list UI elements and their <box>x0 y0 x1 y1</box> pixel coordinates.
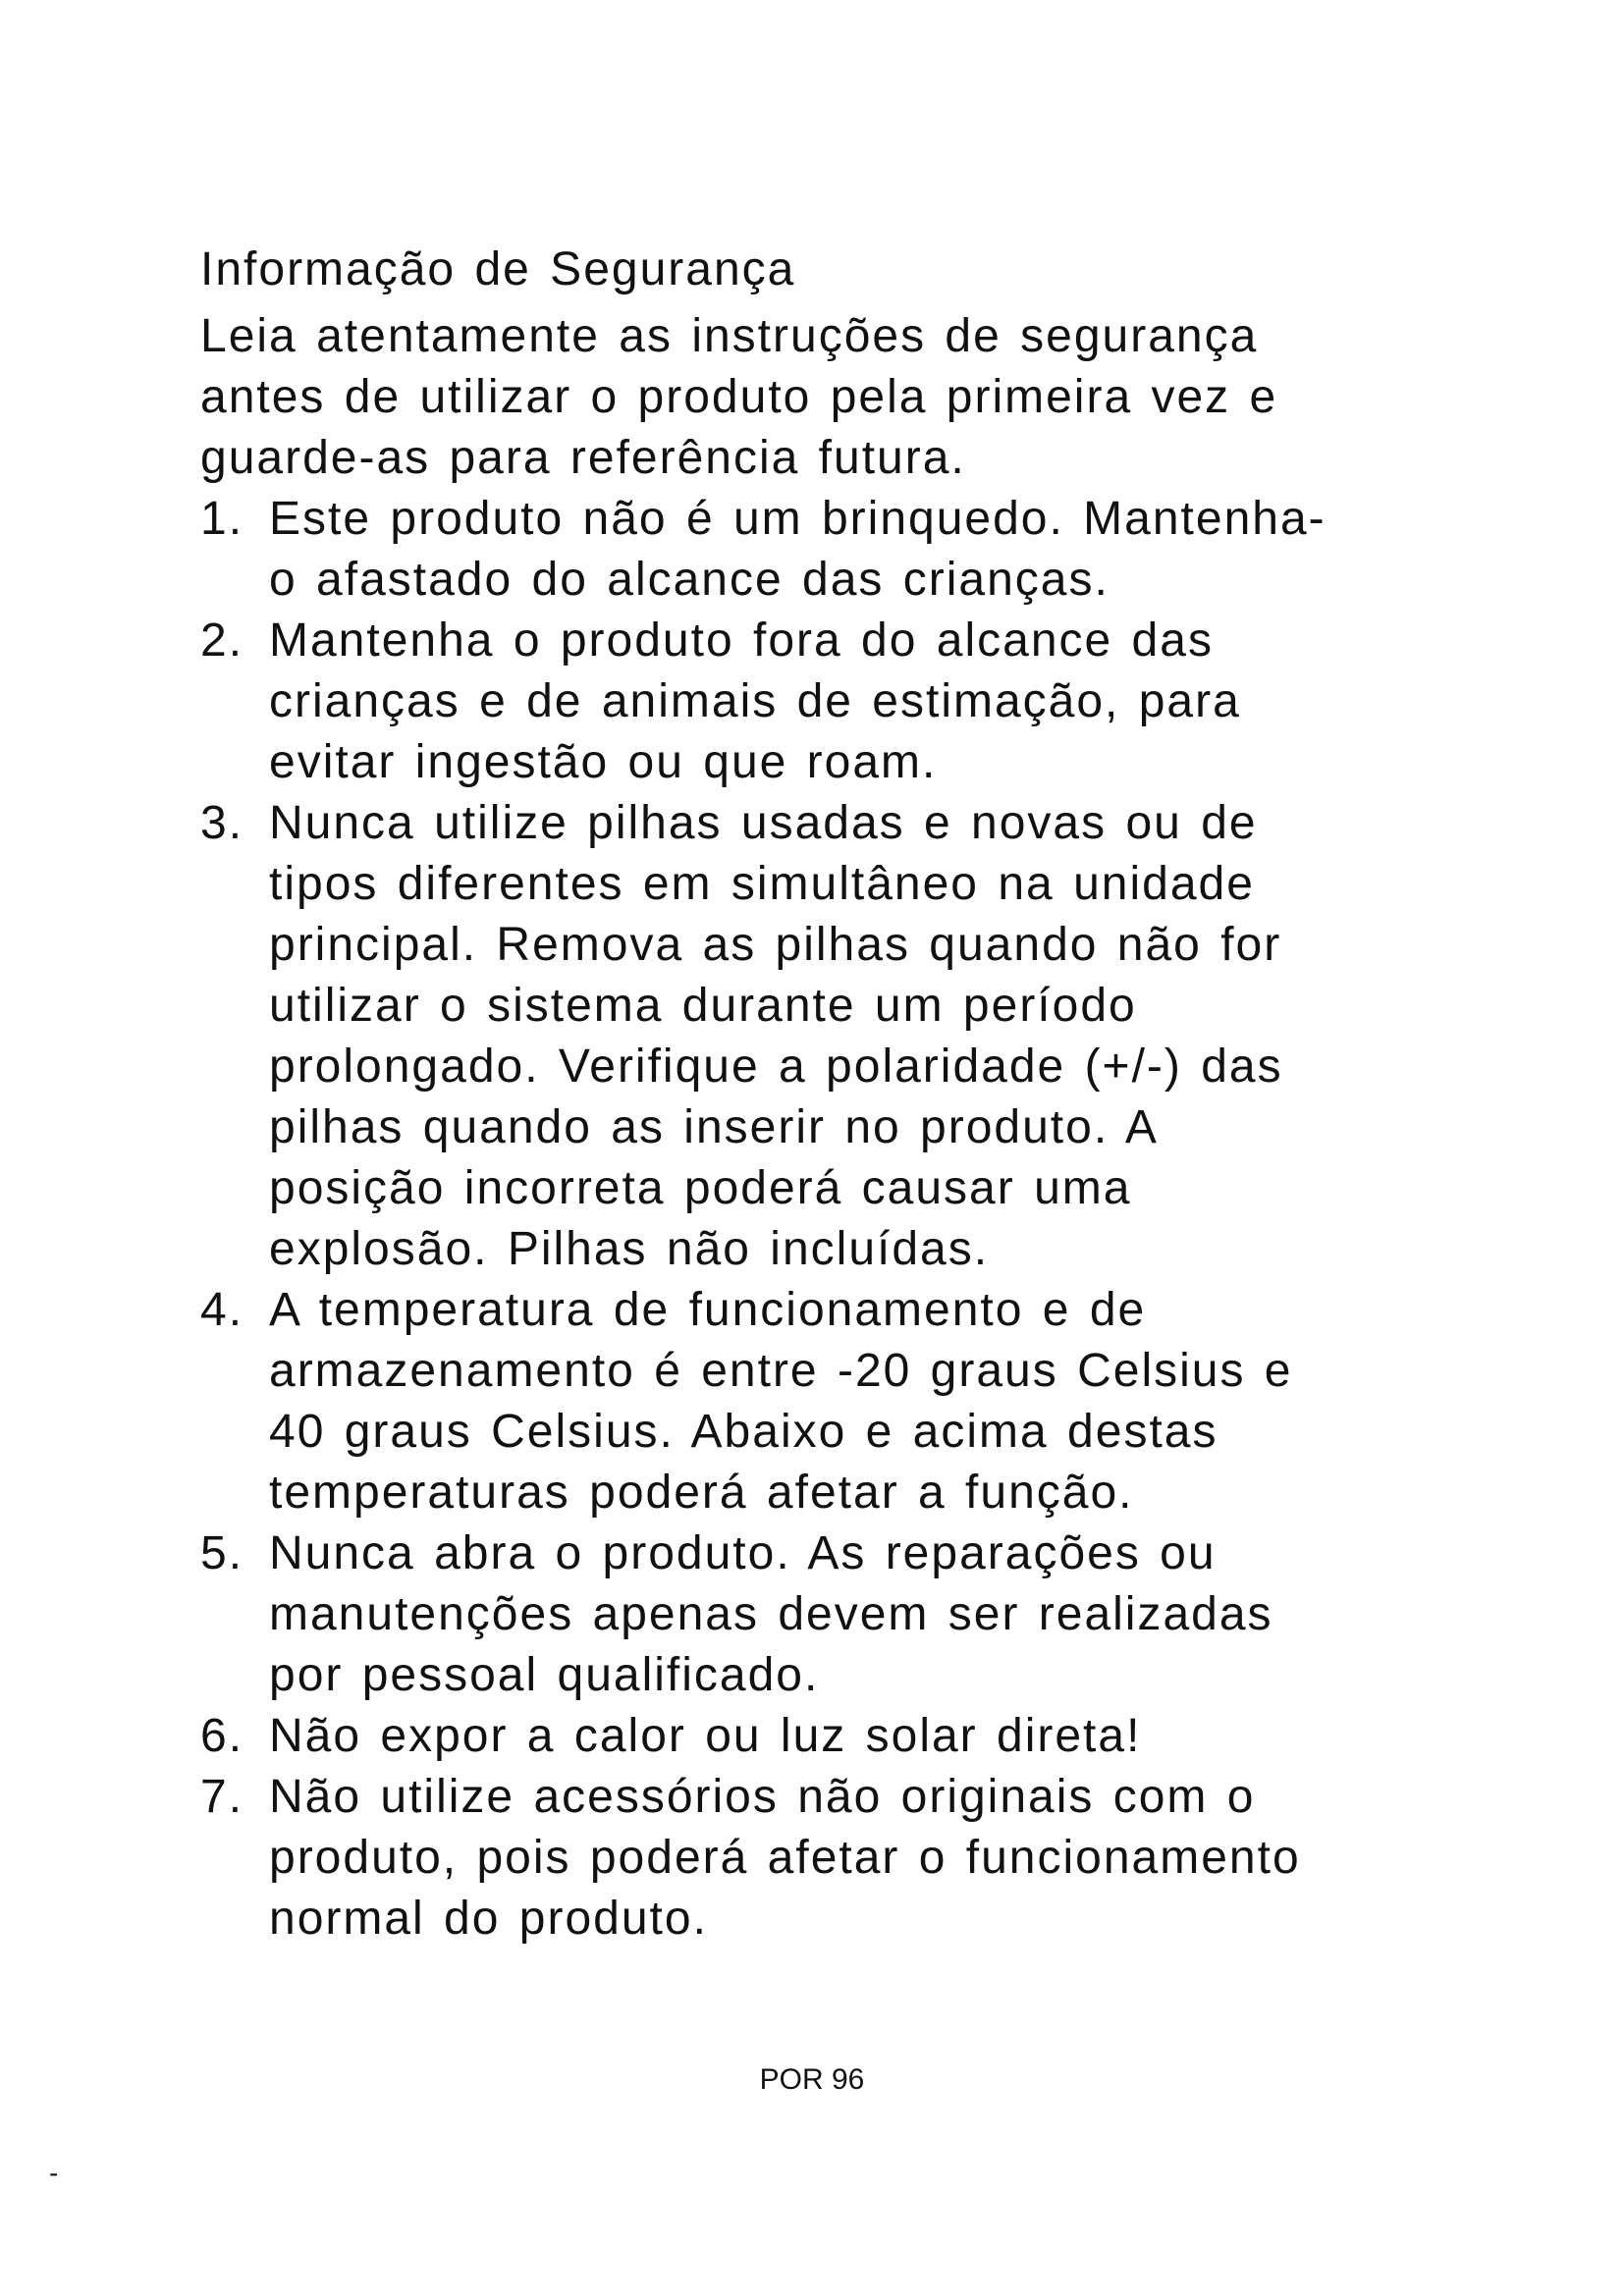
list-item-text: Mantenha o produto fora do alcance das crianças e de animais de estimação, para evitar ingestão ou que roam. <box>269 614 1241 788</box>
list-item-2 <box>200 611 1467 793</box>
list-item-7 <box>200 1767 1467 1949</box>
list-item-number: 5. <box>200 1527 244 1579</box>
list-item-text: Não expor a calor ou luz solar direta! <box>269 1710 1142 1762</box>
list-item-number: 3. <box>200 797 244 849</box>
list-item-text: Não utilize acessórios não originais com o produto, pois poderá afetar o funcionamento normal do produto. <box>269 1771 1301 1945</box>
list-item-number: 6. <box>200 1710 244 1762</box>
page-number: POR 96 <box>759 2063 865 2096</box>
list-item-number: 4. <box>200 1284 244 1336</box>
intro-paragraph: Leia atentamente as instruções de segurança antes de utilizar o produto pela primeira vez e guarde-as para referência futura. <box>200 310 1278 484</box>
list-item-number: 2. <box>200 614 244 667</box>
list-item-text: Nunca abra o produto. As reparações ou manutenções apenas devem ser realizadas por pessoal qualificado. <box>269 1527 1273 1701</box>
list-item-text: Este produto não é um brinquedo. Mantenha- o afastado do alcance das crianças. <box>269 493 1326 606</box>
list-item-4 <box>200 1280 1467 1523</box>
list-item-number: 1. <box>200 493 244 545</box>
list-item-1 <box>200 489 1467 611</box>
list-item-6 <box>200 1706 1467 1767</box>
safety-list <box>200 489 1467 1949</box>
edge-mark: - <box>49 2158 59 2188</box>
list-item-text: Nunca utilize pilhas usadas e novas ou de tipos diferentes em simultâneo na unidade principal. Remova as pilhas quando não for utilizar o sistema durante um período prolongado. Verifique a polaridade (+/-) das pilhas quando as inserir no produto. A posição incorreta poderá causar uma explosão. Pilhas não incluídas. <box>269 797 1283 1275</box>
list-item-5 <box>200 1523 1467 1706</box>
list-item-3 <box>200 793 1467 1280</box>
section-heading: Informação de Segurança <box>200 243 796 295</box>
list-item-number: 7. <box>200 1771 244 1823</box>
safety-section <box>200 240 1467 1949</box>
list-item-text: A temperatura de funcionamento e de armazenamento é entre -20 graus Celsius e 40 graus Celsius. Abaixo e acima destas temperaturas poderá afetar a função. <box>269 1284 1293 1519</box>
